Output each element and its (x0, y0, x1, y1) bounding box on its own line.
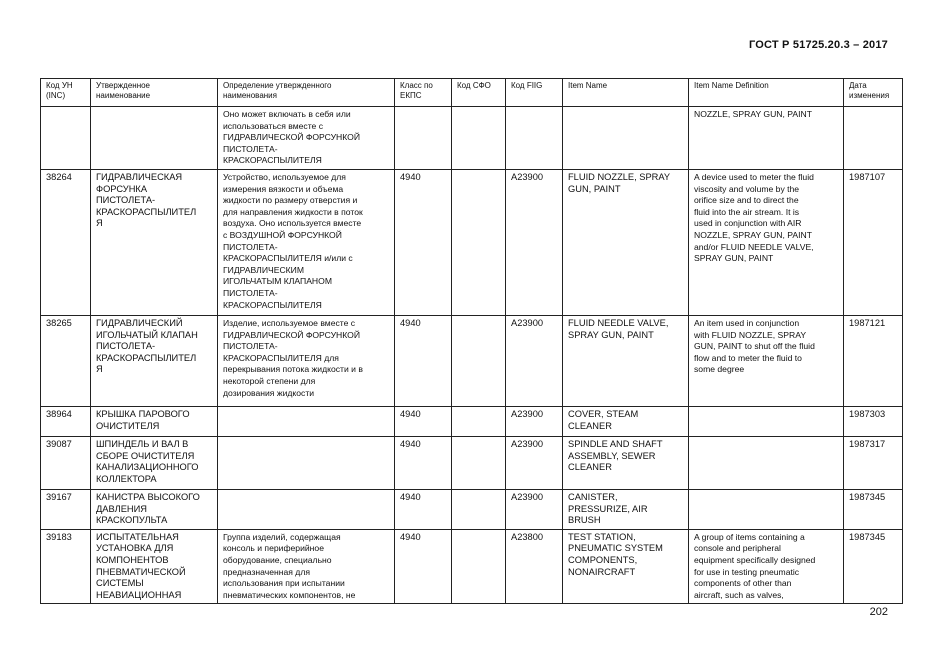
table-header-row (41, 79, 903, 107)
item-name-definition-cell (689, 107, 844, 170)
ekps-class-cell-text: 4940 (400, 492, 421, 502)
approved-name-cell-text: ШПИНДЕЛЬ И ВАЛ В СБОРЕ ОЧИСТИТЕЛЯ КАНАЛИЗАЦИОННОГО КОЛЛЕКТОРА (96, 439, 199, 484)
approved-name-cell (91, 490, 218, 530)
change-date-cell (844, 490, 903, 530)
fiig-code-cell (506, 437, 563, 490)
fiig-code-cell (506, 490, 563, 530)
fiig-code-cell (506, 107, 563, 170)
fiig-code-cell-text: A23900 (511, 439, 544, 449)
ekps-class-cell (395, 316, 452, 407)
ekps-class-cell (395, 107, 452, 170)
change-date-cell (844, 437, 903, 490)
item-name-cell-text: CANISTER, PRESSURIZE, AIR BRUSH (568, 492, 648, 526)
inc-cell-text: 39183 (46, 531, 72, 542)
approved-definition-cell-text: Оно может включать в себя или использоваться вместе с ГИДРАВЛИЧЕСКОЙ ФОРСУНКОЙ ПИСТОЛЕТА- КРАСКОРАСПЫЛИТЕЛЯ (223, 109, 361, 166)
change-date-cell (844, 170, 903, 316)
table-row (41, 407, 903, 437)
table-row (41, 316, 903, 407)
item-name-cell-text: TEST STATION, PNEUMATIC SYSTEM COMPONENTS, NONAIRCRAFT (568, 531, 663, 577)
header-ekps-class-label: Класс по ЕКПС (400, 81, 433, 100)
ekps-class-cell (395, 490, 452, 530)
approved-definition-cell (218, 529, 395, 604)
approved-name-cell (91, 107, 218, 170)
sfo-code-cell (452, 170, 506, 316)
fiig-code-cell (506, 316, 563, 407)
fiig-code-cell-text: A23800 (511, 531, 544, 542)
table-row (41, 437, 903, 490)
approved-name-cell-text: ГИДРАВЛИЧЕСКАЯ ФОРСУНКА ПИСТОЛЕТА- КРАСКОРАСПЫЛИТЕЛ Я (96, 172, 197, 229)
approved-definition-cell (218, 437, 395, 490)
item-name-cell (563, 407, 689, 437)
item-name-cell-text: SPINDLE AND SHAFT ASSEMBLY, SEWER CLEANER (568, 439, 663, 473)
header-fiig-code (506, 79, 563, 107)
approved-definition-cell-text: Изделие, используемое вместе с ГИДРАВЛИЧЕСКОЙ ФОРСУНКОЙ ПИСТОЛЕТА- КРАСКОРАСПЫЛИТЕЛЯ для перекрывания потока жидкости и в некоторой степени для дозирования жидкости (223, 318, 363, 398)
item-name-cell-text: FLUID NEEDLE VALVE, SPRAY GUN, PAINT (568, 318, 669, 340)
change-date-cell-text: 1987317 (849, 439, 886, 449)
inc-cell (41, 490, 91, 530)
item-name-cell-text: COVER, STEAM CLEANER (568, 409, 639, 431)
table-row (41, 490, 903, 530)
header-ekps-class (395, 79, 452, 107)
inc-cell-text: 39167 (46, 492, 72, 502)
table-row (41, 170, 903, 316)
approved-name-cell-text: ГИДРАВЛИЧЕСКИЙ ИГОЛЬЧАТЫЙ КЛАПАН ПИСТОЛЕТА- КРАСКОРАСПЫЛИТЕЛ Я (96, 318, 198, 375)
approved-name-cell (91, 316, 218, 407)
approved-name-cell-text: ИСПЫТАТЕЛЬНАЯ УСТАНОВКА ДЛЯ КОМПОНЕНТОВ ПНЕВМАТИЧЕСКОЙ СИСТЕМЫ НЕАВИАЦИОННАЯ (96, 531, 186, 600)
inc-cell-text: 38265 (46, 318, 72, 328)
approved-definition-cell-text: Устройство, используемое для измерения вязкости и объема жидкости по размеру отверстия и для направления жидкости в поток воздуха. Оно используется вместе с ВОЗДУШНОЙ ФОРСУНКОЙ ПИСТОЛЕТА- КРАСКОРАСПЫЛИТЕЛЯ и/или с ГИДРАВЛИЧЕСКИМ ИГОЛЬЧАТЫМ КЛАПАНОМ ПИСТОЛЕТА- КРАСКОРАСПЫЛИТЕЛЯ (223, 172, 363, 310)
ekps-class-cell-text: 4940 (400, 409, 421, 419)
change-date-cell-text: 1987345 (849, 531, 886, 542)
sfo-code-cell (452, 529, 506, 604)
change-date-cell (844, 529, 903, 604)
inc-cell (41, 316, 91, 407)
fiig-code-cell (506, 170, 563, 316)
item-name-cell-text: FLUID NOZZLE, SPRAY GUN, PAINT (568, 172, 671, 194)
inc-cell-text: 38264 (46, 172, 72, 182)
item-name-definition-cell (689, 437, 844, 490)
fiig-code-cell (506, 407, 563, 437)
item-name-definition-cell (689, 490, 844, 530)
approved-definition-cell (218, 170, 395, 316)
approved-name-cell-text: КРЫШКА ПАРОВОГО ОЧИСТИТЕЛЯ (96, 409, 190, 431)
header-approved-name (91, 79, 218, 107)
fiig-code-cell (506, 529, 563, 604)
header-item-name-label: Item Name (568, 81, 608, 90)
sfo-code-cell (452, 490, 506, 530)
sfo-code-cell (452, 437, 506, 490)
ekps-class-cell-text: 4940 (400, 172, 421, 182)
item-name-definition-cell-text: An item used in conjunction with FLUID NOZZLE, SPRAY GUN, PAINT to shut off the fluid flow and to meter the fluid to some degree (694, 318, 815, 375)
header-item-name (563, 79, 689, 107)
inc-cell-text: 38964 (46, 409, 72, 419)
approved-definition-cell-text: Группа изделий, содержащая консоль и периферийное оборудование, специально предназначенная для использования при испытании пневматических компонентов, не (223, 531, 356, 600)
ekps-class-cell (395, 529, 452, 604)
item-name-cell (563, 490, 689, 530)
inc-cell (41, 437, 91, 490)
change-date-cell-text: 1987303 (849, 409, 886, 419)
table-row (41, 107, 903, 170)
item-name-definition-cell (689, 529, 844, 604)
inc-cell (41, 107, 91, 170)
sfo-code-cell (452, 316, 506, 407)
approved-name-cell (91, 170, 218, 316)
approved-name-cell (91, 529, 218, 604)
ekps-class-cell-text: 4940 (400, 318, 421, 328)
ekps-class-cell-text: 4940 (400, 531, 421, 542)
header-item-name-definition (689, 79, 844, 107)
header-approved-definition (218, 79, 395, 107)
item-name-definition-cell (689, 407, 844, 437)
change-date-cell (844, 316, 903, 407)
inc-cell-text: 39087 (46, 439, 72, 449)
inc-cell (41, 529, 91, 604)
item-name-definition-cell-text: A group of items containing a console and peripheral equipment specifically designed for use in testing pneumatic components of other than aircraft, such as valves, (694, 531, 816, 600)
table-row (41, 529, 903, 604)
ekps-class-cell (395, 170, 452, 316)
sfo-code-cell (452, 107, 506, 170)
fiig-code-cell-text: A23900 (511, 492, 544, 502)
header-change-date (844, 79, 903, 107)
item-name-cell (563, 437, 689, 490)
ekps-class-cell-text: 4940 (400, 439, 421, 449)
change-date-cell-text: 1987121 (849, 318, 886, 328)
item-name-definition-cell-text: A device used to meter the fluid viscosity and volume by the orifice size and to direct the fluid into the air stream. It is used in conjunction with AIR NOZZLE, SPRAY GUN, PAINT and/or FLUID NEEDLE VALVE, SPRAY GUN, PAINT (694, 172, 814, 264)
approved-definition-cell (218, 107, 395, 170)
item-name-cell (563, 529, 689, 604)
header-change-date-label: Дата изменения (849, 81, 890, 100)
item-name-definition-cell (689, 316, 844, 407)
approved-definition-cell (218, 316, 395, 407)
ekps-class-cell (395, 407, 452, 437)
approved-definition-cell (218, 407, 395, 437)
ekps-class-cell (395, 437, 452, 490)
inc-cell (41, 170, 91, 316)
item-name-cell (563, 107, 689, 170)
header-sfo-code (452, 79, 506, 107)
header-fiig-code-label: Код FIIG (511, 81, 543, 90)
header-approved-definition-label: Определение утвержденного наименования (223, 81, 332, 100)
change-date-cell-text: 1987345 (849, 492, 886, 502)
document-standard-header: ГОСТ Р 51725.20.3 – 2017 (748, 39, 888, 51)
header-item-name-definition-label: Item Name Definition (694, 81, 769, 90)
header-inc-label: Код УН (INC) (46, 81, 73, 100)
approved-name-cell (91, 437, 218, 490)
change-date-cell-text: 1987107 (849, 172, 886, 182)
header-inc (41, 79, 91, 107)
item-name-cell (563, 170, 689, 316)
item-name-cell (563, 316, 689, 407)
fiig-code-cell-text: A23900 (511, 409, 544, 419)
change-date-cell (844, 407, 903, 437)
item-name-definition-cell (689, 170, 844, 316)
fiig-code-cell-text: A23900 (511, 172, 544, 182)
item-name-definition-cell-text: NOZZLE, SPRAY GUN, PAINT (694, 109, 812, 119)
items-table (40, 78, 903, 604)
approved-name-cell-text: КАНИСТРА ВЫСОКОГО ДАВЛЕНИЯ КРАСКОПУЛЬТА (96, 492, 200, 526)
approved-definition-cell (218, 490, 395, 530)
page-number: 202 (869, 606, 888, 618)
fiig-code-cell-text: A23900 (511, 318, 544, 328)
inc-cell (41, 407, 91, 437)
header-approved-name-label: Утвержденное наименование (96, 81, 151, 100)
header-sfo-code-label: Код СФО (457, 81, 491, 90)
sfo-code-cell (452, 407, 506, 437)
change-date-cell (844, 107, 903, 170)
approved-name-cell (91, 407, 218, 437)
table-body (41, 107, 903, 604)
